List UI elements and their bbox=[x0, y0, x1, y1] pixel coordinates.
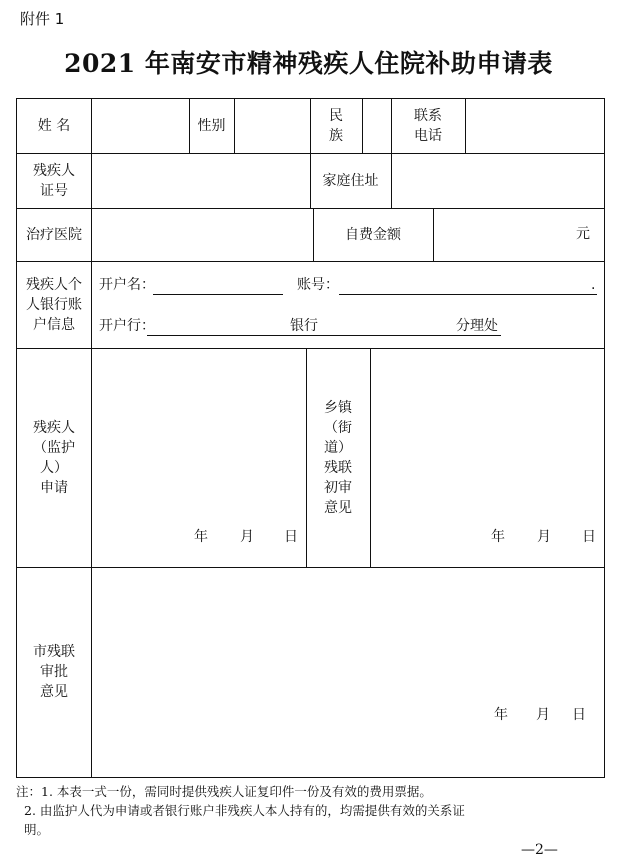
account-number-line[interactable] bbox=[339, 294, 597, 295]
page-number: —2— bbox=[521, 842, 558, 858]
town-date-month: 月 bbox=[537, 529, 551, 545]
town-date-year: 年 bbox=[491, 529, 505, 545]
certificate-field[interactable] bbox=[92, 153, 310, 208]
hospital-field[interactable] bbox=[92, 208, 313, 261]
application-form bbox=[16, 98, 605, 778]
hospital-label: 治疗医院 bbox=[26, 226, 82, 243]
ethnicity-label: 民 族 bbox=[329, 108, 343, 144]
address-field[interactable] bbox=[392, 153, 604, 208]
phone-field[interactable] bbox=[466, 99, 604, 153]
certificate-label: 残疾人 证号 bbox=[33, 162, 75, 199]
bank-branch-line[interactable] bbox=[147, 335, 501, 336]
applicant-date-month: 月 bbox=[240, 529, 254, 545]
name-field[interactable] bbox=[92, 99, 189, 153]
account-number-end: . bbox=[591, 277, 596, 293]
town-review-label: 乡镇 （街 道） 残联 初审 意见 bbox=[324, 399, 352, 516]
applicant-date-year: 年 bbox=[194, 529, 208, 545]
city-date-day: 日 bbox=[572, 707, 586, 723]
city-approval-label: 市残联 审批 意见 bbox=[33, 644, 75, 700]
account-number-label: 账号： bbox=[297, 277, 339, 293]
note-line-2: 2. 由监护人代为申请或者银行账户非残疾人本人持有的，均需提供有效的关系证 bbox=[24, 803, 465, 818]
applicant-date-day: 日 bbox=[284, 529, 298, 545]
ethnicity-field[interactable] bbox=[363, 99, 391, 153]
town-review-field[interactable] bbox=[371, 348, 604, 567]
address-label: 家庭住址 bbox=[322, 172, 379, 189]
bank-branch-label: 开户行： bbox=[99, 318, 155, 334]
name-label: 姓 名 bbox=[37, 118, 71, 134]
city-date-month: 月 bbox=[536, 707, 550, 723]
account-name-label: 开户名： bbox=[99, 277, 155, 293]
gender-label: 性别 bbox=[197, 118, 226, 134]
note-line-3: 明。 bbox=[24, 822, 50, 837]
city-approval-field[interactable] bbox=[92, 567, 604, 777]
bank-info-label: 残疾人个 人银行账 户信息 bbox=[26, 276, 82, 333]
gender-field[interactable] bbox=[235, 99, 310, 153]
self-pay-unit: 元 bbox=[576, 226, 590, 242]
phone-label: 联系 电话 bbox=[414, 108, 442, 144]
attachment-label: 附件 1 bbox=[20, 10, 65, 28]
city-date-year: 年 bbox=[494, 707, 508, 723]
branch-word: 分理处 bbox=[456, 318, 498, 334]
bank-word: 银行 bbox=[290, 318, 318, 334]
applicant-label: 残疾人 （监护 人） 申请 bbox=[33, 419, 75, 496]
page-title: 2021 年南安市精神残疾人住院补助申请表 bbox=[64, 49, 553, 78]
self-pay-label: 自费金额 bbox=[345, 226, 401, 243]
town-date-day: 日 bbox=[582, 529, 596, 545]
note-line-1: 注：1. 本表一式一份，需同时提供残疾人证复印件一份及有效的费用票据。 bbox=[16, 784, 432, 799]
account-name-line[interactable] bbox=[153, 294, 283, 295]
